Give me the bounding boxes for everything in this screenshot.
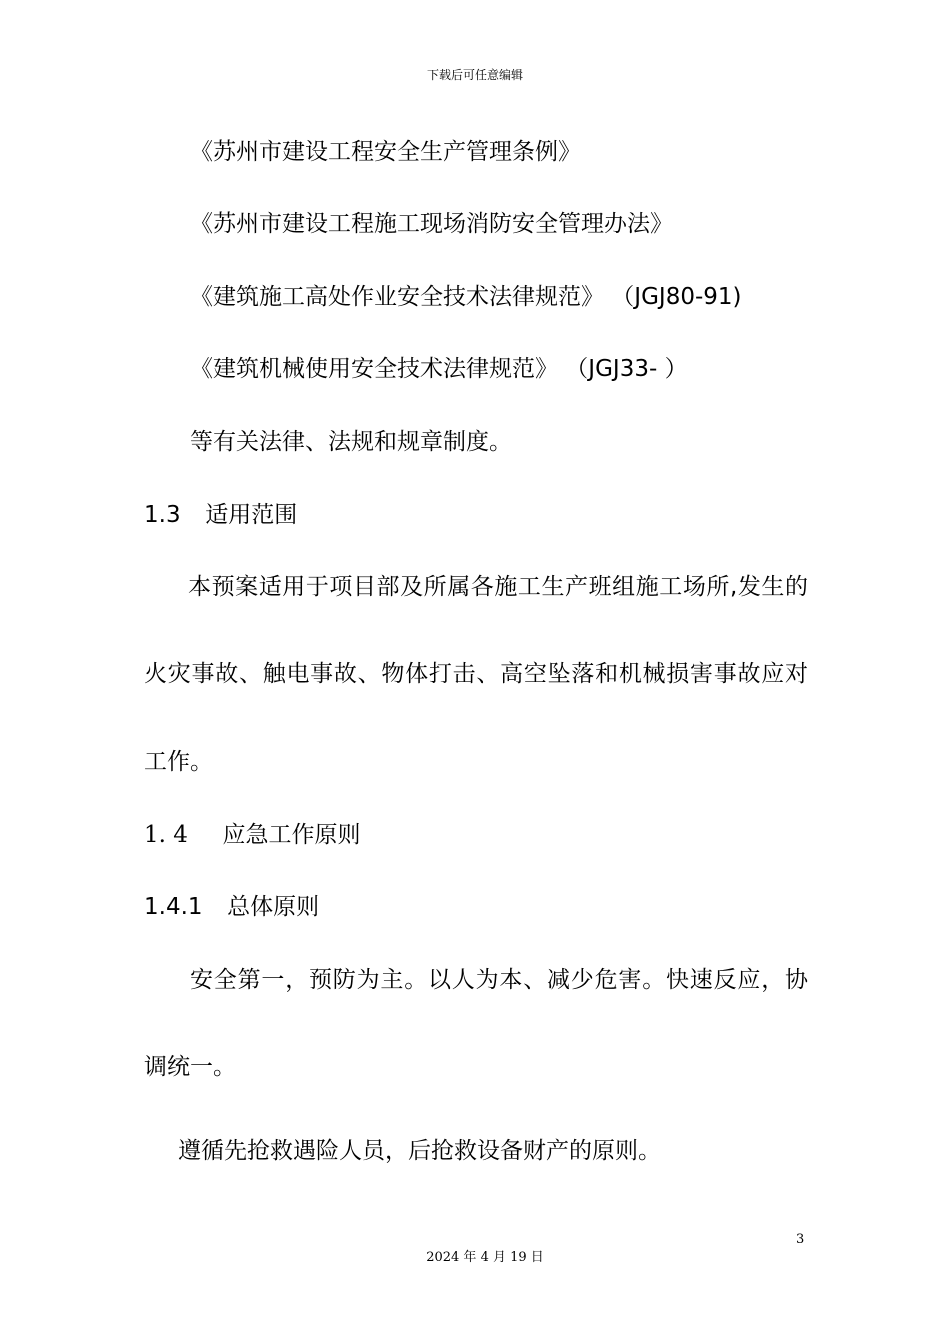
section-number: 1.3	[144, 502, 181, 528]
section-heading-1-4	[144, 819, 361, 851]
section-title: 适用范围	[205, 502, 298, 528]
section-title: 应急工作原则	[222, 822, 361, 848]
section-number: 1. 4	[144, 822, 188, 848]
section-heading-1-4-1	[144, 891, 319, 923]
reference-item: 《建筑机械使用安全技术法律规范》 （JGJ33- ）	[190, 356, 688, 382]
section-heading-1-3	[144, 499, 297, 531]
paragraph-line: 工作。	[144, 749, 213, 775]
paragraph-line: 安全第一，预防为主。以人为本、减少危害。快速反应，协	[190, 967, 808, 993]
page-number: 3	[796, 1232, 805, 1247]
paragraph-line: 本预案适用于项目部及所属各施工生产班组施工场所,发生的	[188, 574, 808, 600]
footer-date: 2024 年 4 月 19 日	[426, 1250, 544, 1265]
section-title: 总体原则	[227, 894, 320, 920]
paragraph-line: 调统一。	[144, 1054, 236, 1080]
reference-item: 《苏州市建设工程安全生产管理条例》	[190, 139, 581, 165]
page-header: 下载后可任意编辑	[426, 68, 523, 82]
reference-item: 《建筑施工高处作业安全技术法律规范》 （JGJ80-91)	[190, 284, 742, 310]
paragraph-line: 火灾事故、触电事故、物体打击、高空坠落和机械损害事故应对	[144, 661, 808, 687]
section-number: 1.4.1	[144, 894, 203, 920]
principle-line: 遵循先抢救遇险人员，后抢救设备财产的原则。	[178, 1138, 661, 1164]
reference-item: 《苏州市建设工程施工现场消防安全管理办法》	[190, 211, 673, 237]
references-tail: 等有关法律、法规和规章制度。	[190, 429, 512, 455]
